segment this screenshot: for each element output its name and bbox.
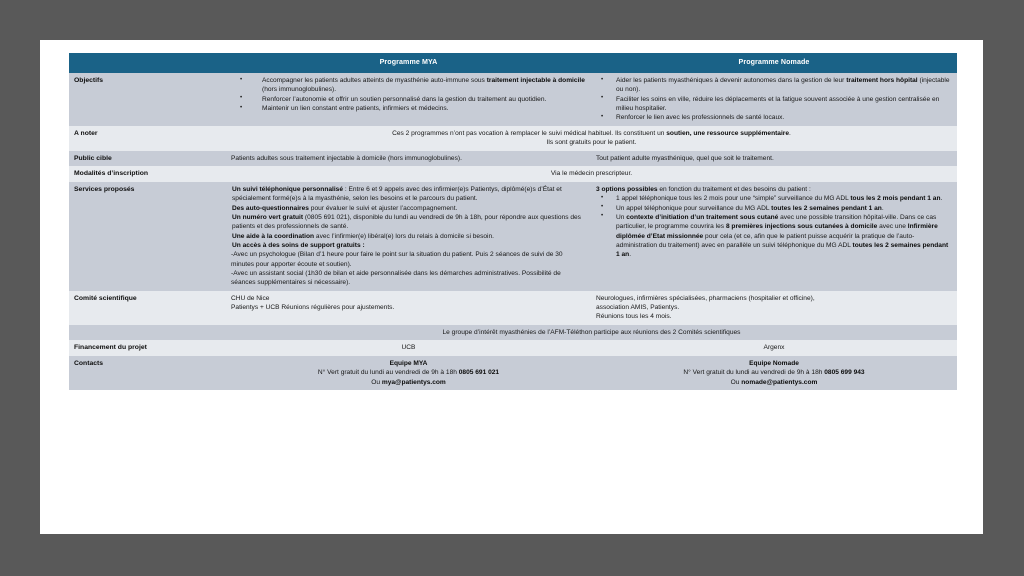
service-block [231, 185, 586, 204]
comite-line: association AMIS, Patientys. [596, 304, 680, 312]
row-a-noter [69, 126, 957, 151]
bullet-bold: traitement injectable à domicile [486, 77, 585, 84]
contacts-nomade-title [596, 359, 952, 368]
row-label-a-noter: A noter [69, 126, 226, 151]
header-programme-mya: Programme MYA [226, 53, 591, 73]
contacts-mya-email-line [231, 378, 586, 387]
row-modalites [69, 166, 957, 182]
contacts-title-bold: Equipe Nomade [749, 359, 799, 367]
services-nomade-list [596, 194, 952, 260]
seg-bold: toutes les 2 semaines pendant 1 an [771, 204, 882, 212]
contacts-title-bold: Equipe MYA [389, 359, 428, 367]
seg-plain: pour cela (et ce, afin que le patient puisse acquérir la pratique de l’auto-administration du traitement) avec en parallèle un suivi téléphonique du MG ADL [616, 232, 915, 249]
cell-public-cible-mya: Patients adultes sous traitement injectable à domicile (hors immunoglobulines). [226, 151, 591, 167]
cell-afm-merged: Le groupe d’intérêt myasthénies de l’AFM-Téléthon participe aux réunions des 2 Comités scientifiques [226, 325, 957, 340]
contacts-mya-phone-line [231, 368, 586, 377]
cell-services-nomade [591, 182, 957, 291]
seg-plain: avec une possible transition hôpital-ville. Dans ce cas particulier, le programme couvrira les [616, 213, 937, 231]
service-block [231, 232, 586, 241]
contacts-email-prefix: Ou [371, 378, 382, 386]
bullet-text: Renforcer l’autonomie et offrir un soutien personnalisé dans la gestion du traitement au quotidien. [262, 95, 547, 103]
cell-comite-nomade [591, 291, 957, 325]
seg-bold: contexte d’initiation d’un traitement sous cutané [626, 213, 779, 221]
seg-plain: . [881, 204, 884, 212]
list-item [596, 204, 952, 213]
row-label-services: Services proposés [69, 182, 226, 291]
bullet-text: Accompagner les patients adultes atteints de myasthénie auto-immune sous [262, 77, 487, 84]
services-nomade-intro [596, 185, 952, 194]
bullet-text: Maintenir un lien constant entre patients, infirmiers et médecins. [262, 105, 449, 113]
contacts-email-prefix: Ou [730, 378, 742, 386]
intro-bold: 3 options possibles [596, 185, 658, 193]
row-label-public-cible: Public cible [69, 151, 226, 167]
service-bold: Un numéro vert gratuit [232, 213, 304, 221]
service-block [231, 250, 586, 269]
service-text: : Entre 6 et 9 appels avec des infirmier(e)s Patientys, diplômé(e)s d’État et spécialement formé(e)s à la myasthénie, selon les besoins et le parcours du patient. [232, 185, 562, 203]
row-label-contacts: Contacts [69, 356, 226, 390]
row-comite [69, 291, 957, 325]
service-bold: Des auto-questionnaires [232, 204, 309, 212]
seg-bold: Infirmière diplômée d’Etat missionnée [616, 223, 938, 240]
seg-plain: . [629, 251, 632, 259]
table-header-row [69, 53, 957, 73]
row-label-objectifs: Objectifs [69, 73, 226, 126]
contacts-mya-title [231, 359, 586, 368]
comite-line: Neurologues, infirmières spécialisées, pharmaciens (hospitalier et officine), [596, 294, 815, 302]
seg-plain: 1 appel téléphonique tous les 2 mois pour une “simple” surveillance du MG ADL [616, 195, 851, 203]
header-blank-cell [69, 53, 226, 73]
row-contacts [69, 356, 957, 390]
list-item [231, 95, 586, 104]
contacts-phone-number: 0805 691 021 [458, 369, 500, 377]
list-item [231, 76, 586, 95]
comparison-table [69, 53, 957, 390]
row-label-financement: Financement du projet [69, 340, 226, 356]
list-item [596, 213, 952, 260]
service-block [231, 213, 586, 232]
seg-plain: Un appel téléphonique pour surveillance du MG ADL [616, 204, 772, 212]
a-noter-line-1 [231, 129, 952, 138]
service-block [231, 241, 586, 250]
cell-objectifs-mya [226, 73, 591, 126]
cell-financement-nomade: Argenx [591, 340, 957, 356]
seg-bold: tous les 2 mois pendant 1 an [850, 195, 941, 203]
bullet-bold: traitement hors hôpital [846, 77, 918, 84]
comite-line: CHU de Nice [231, 294, 270, 302]
list-item [596, 76, 952, 95]
seg-plain: avec une [877, 223, 908, 231]
row-public-cible [69, 151, 957, 167]
contacts-phone-text: N° Vert gratuit du lundi au vendredi de 9h à 18h [683, 369, 825, 377]
a-noter-text: Ces 2 programmes n’ont pas vocation à remplacer le suivi médical habituel. Ils constituent un [392, 129, 667, 137]
a-noter-bold: soutien, une ressource supplémentaire [666, 129, 790, 137]
seg-plain: . [940, 195, 943, 203]
contacts-nomade-phone-line [596, 368, 952, 377]
service-bold: Un suivi téléphonique personnalisé [232, 185, 344, 193]
bullet-tail: (hors immunoglobulines). [262, 86, 337, 94]
service-block [231, 204, 586, 213]
list-item [596, 113, 952, 122]
contacts-email-address[interactable]: nomade@patientys.com [741, 378, 818, 386]
seg-bold: 8 premières injections sous cutanées à domicile [725, 223, 878, 231]
row-label-modalites: Modalités d’inscription [69, 166, 226, 182]
list-item [596, 95, 952, 114]
bullet-text: Aider les patients myasthéniques à devenir autonomes dans la gestion de leur [616, 77, 847, 84]
service-bold: Un accès à des soins de support gratuits : [232, 241, 365, 249]
service-block [231, 269, 586, 288]
list-item [231, 104, 586, 113]
header-programme-nomade: Programme Nomade [591, 53, 957, 73]
seg-bold: toutes les 2 semaines pendant 1 an [616, 241, 949, 259]
intro-text: en fonction du traitement et des besoins du patient : [657, 185, 811, 193]
list-item [596, 194, 952, 203]
row-services [69, 182, 957, 291]
cell-comite-mya [226, 291, 591, 325]
cell-objectifs-nomade [591, 73, 957, 126]
objectifs-mya-list [231, 76, 586, 113]
service-text: -Avec un assistant social (1h30 de bilan et aide personnalisée dans les démarches administratives. Possibilité de séances supplémentaires si nécessaire). [231, 270, 561, 287]
slide-canvas [40, 40, 983, 534]
cell-contacts-nomade [591, 356, 957, 390]
service-text: (0805 691 021), disponible du lundi au vendredi de 9h à 18h, pour répondre aux questions des patients et des professionnels de santé. [232, 213, 581, 231]
service-bold: Une aide à la coordination [232, 232, 315, 240]
comite-line: Réunions tous les 4 mois. [596, 313, 672, 321]
a-noter-tail: . [789, 129, 791, 137]
service-text: -Avec un psychologue (Bilan d’1 heure pour faire le point sur la situation du patient. Puis 2 séances de suivi de 30 minutes pour apporter écoute et soutien). [231, 251, 563, 268]
seg-plain: Un [616, 213, 627, 221]
a-noter-line-2: Ils sont gratuits pour le patient. [546, 139, 637, 147]
objectifs-nomade-list [596, 76, 952, 123]
row-financement [69, 340, 957, 356]
contacts-nomade-email-line [596, 378, 952, 387]
service-text: pour évaluer le suivi et ajuster l’accompagnement. [308, 204, 458, 212]
row-label-afm [69, 325, 226, 340]
cell-services-mya [226, 182, 591, 291]
row-afm-telethon [69, 325, 957, 340]
contacts-email-address[interactable]: mya@patientys.com [381, 378, 446, 386]
service-text: avec l’infirmier(e) libéral(e) lors du relais à domicile si besoin. [314, 232, 495, 240]
bullet-text: Renforcer le lien avec les professionnels de santé locaux. [616, 114, 785, 122]
cell-contacts-mya [226, 356, 591, 390]
cell-modalites-merged: Via le médecin prescripteur. [226, 166, 957, 182]
cell-public-cible-nomade: Tout patient adulte myasthénique, quel que soit le traitement. [591, 151, 957, 167]
cell-financement-mya: UCB [226, 340, 591, 356]
cell-a-noter-merged [226, 126, 957, 151]
contacts-phone-number: 0805 699 943 [824, 369, 865, 377]
row-label-comite: Comité scientifique [69, 291, 226, 325]
bullet-text: Faciliter les soins en ville, réduire les déplacements et la fatigue souvent associée à une gestion centralisée en milieu hospitalier. [616, 95, 940, 113]
bullet-tail: (injectable ou non). [616, 77, 950, 94]
row-objectifs [69, 73, 957, 126]
comite-line: Patientys + UCB Réunions régulières pour ajustements. [231, 304, 395, 312]
contacts-phone-text: N° Vert gratuit du lundi au vendredi de 9h à 18h [317, 369, 459, 377]
